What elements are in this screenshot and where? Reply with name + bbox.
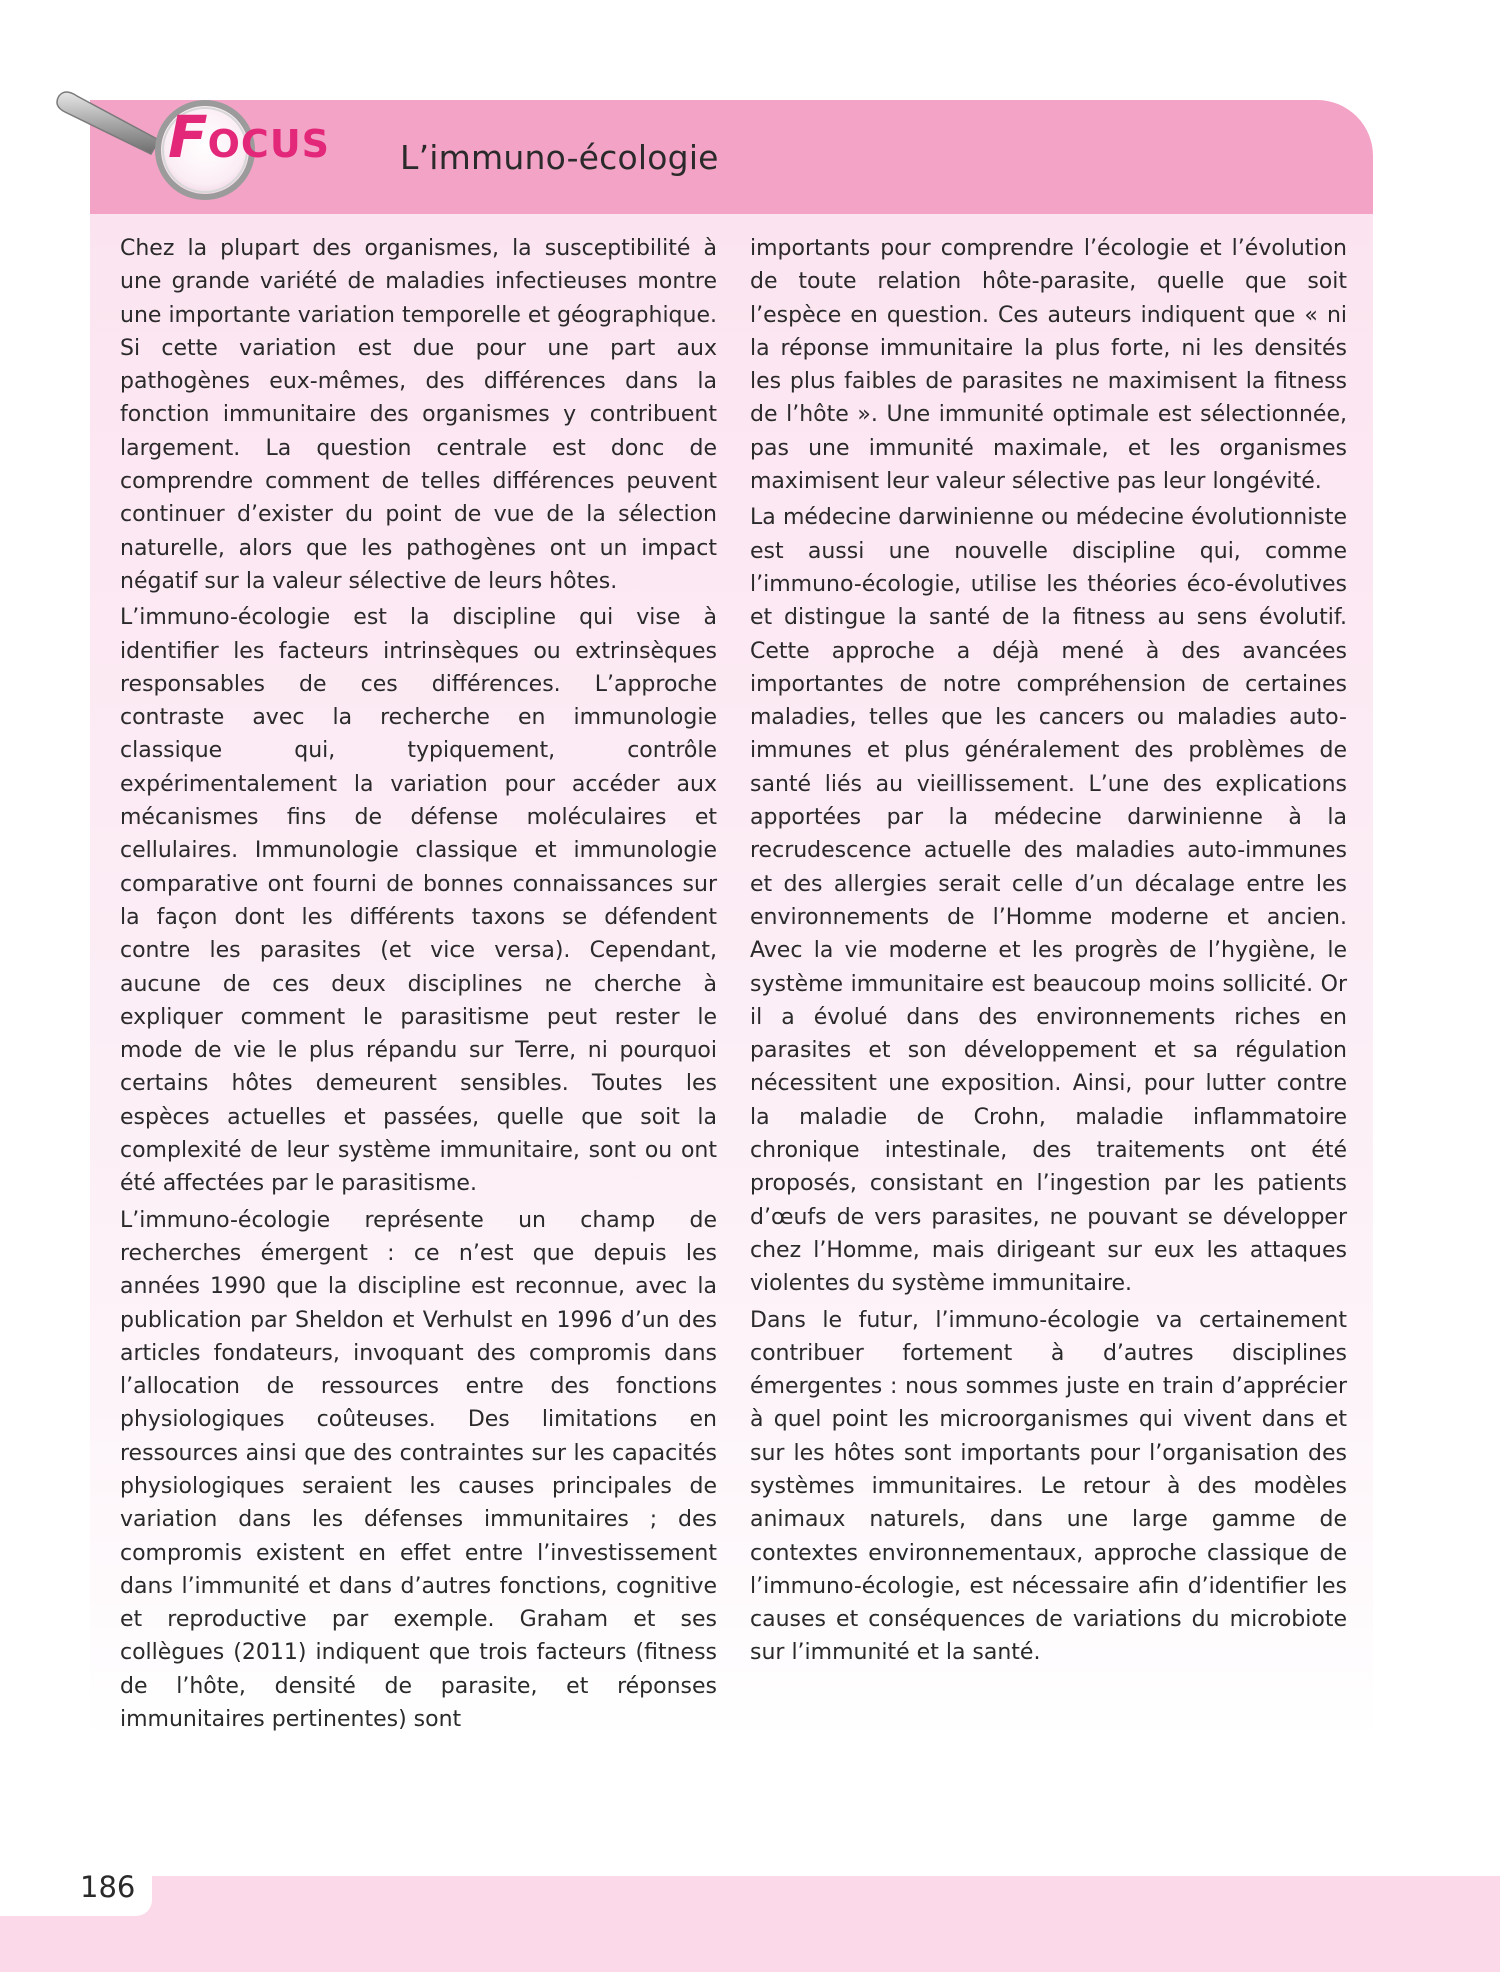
focus-label-initial: F bbox=[168, 103, 208, 171]
paragraph: L’immuno-écologie est la discipline qui vise à identifier les facteurs intrinsèques ou extrinsèques responsables de ces différences. L’approche contraste avec la recherche en immunologie classique qui, typiquement, contrôle expérimentalement la variation pour accéder aux mécanismes fins de défense moléculaires et cellulaires. Immunologie classique et immunologie comparative ont fourni de bonnes connaissances sur la façon dont les différents taxons se défendent contre les parasites (et vice versa). Cependant, aucune de ces deux disciplines ne cherche à expliquer comment le parasitisme peut rester le mode de vie le plus répandu sur Terre, ni pourquoi certains hôtes demeurent sensibles. Toutes les espèces actuelles et passées, quelle que soit la complexité de leur système immunitaire, sont ou ont été affectées par le parasitisme. bbox=[120, 605, 717, 1197]
footer-band bbox=[0, 1876, 1500, 1972]
paragraph: L’immuno-écologie représente un champ de recherches émergent : ce n’est que depuis les années 1990 que la discipline est reconnue, avec la publication par Sheldon et Verhulst en 1996 d’un des articles fondateurs, invoquant des compromis dans l’allocation de ressources entre des fonctions physiologiques coûteuses. Des limitations en ressources ainsi que des contraintes sur les capacités physiologiques seraient les causes principales de variation dans les défenses immunitaires ; des compromis existent en effet entre l’investissement dans l’immunité et dans d’autres fonctions, cognitive et reproductive par exemple. Graham et ses collègues (2011) indiquent que trois facteurs (fitness de l’hôte, densité de parasite, et réponses immunitaires pertinentes) sont bbox=[120, 1207, 717, 1733]
focus-label bbox=[168, 103, 331, 171]
right-column bbox=[750, 232, 1347, 1673]
paragraph: importants pour comprendre l’écologie et l’évolution de toute relation hôte-parasite, quelle que soit l’espèce en question. Ces auteurs indiquent que « ni la réponse immunitaire la plus forte, ni les densités les plus faibles de parasites ne maximisent la fitness de l’hôte ». Une immunité optimale est sélectionnée, pas une immunité maximale, et les organismes maximisent leur valeur sélective pas leur longévité. bbox=[750, 236, 1347, 495]
paragraph: Chez la plupart des organismes, la susceptibilité à une grande variété de maladies infectieuses montre une importante variation temporelle et géographique. Si cette variation est due pour une part aux pathogènes eux-mêmes, des différences dans la fonction immunitaire des organismes y contribuent largement. La question centrale est donc de comprendre comment de telles différences peuvent continuer d’exister du point de vue de la sélection naturelle, alors que les pathogènes ont un impact négatif sur la valeur sélective de leurs hôtes. bbox=[120, 236, 717, 594]
paragraph: La médecine darwinienne ou médecine évolutionniste est aussi une nouvelle discipline qui, comme l’immuno-écologie, utilise les théories éco-évolutives et distingue la santé de la fitness au sens évolutif. Cette approche a déjà mené à des avancées importantes de notre compréhension de certaines maladies, telles que les cancers ou maladies auto-immunes et plus généralement des problèmes de santé liés au vieillissement. L’une des explications apportées par la médecine darwinienne à la recrudescence actuelle des maladies auto-immunes et des allergies serait celle d’un décalage entre les environnements de l’Homme moderne et ancien. Avec la vie moderne et les progrès de l’hygiène, le système immunitaire est beaucoup moins sollicité. Or il a évolué dans des environnements riches en parasites et son développement et sa régulation nécessitent une exposition. Ainsi, pour lutter contre la maladie de Crohn, maladie inflammatoire chronique intestinale, des traitements ont été proposés, consistant en l’ingestion par les patients d’œufs de vers parasites, ne pouvant se développer chez l’Homme, mais dirigeant sur eux les attaques violentes du système immunitaire. bbox=[750, 505, 1347, 1297]
page-number: 186 bbox=[80, 1870, 136, 1904]
focus-title: L’immuno-écologie bbox=[400, 138, 719, 177]
paragraph: Dans le futur, l’immuno-écologie va certainement contribuer fortement à d’autres disciplines émergentes : nous sommes juste en train d’apprécier à quel point les microorganismes qui vivent dans et sur les hôtes sont importants pour l’organisation des systèmes immunitaires. Le retour à des modèles animaux naturels, dans une large gamme de contextes environnementaux, approche classique de l’immuno-écologie, est nécessaire afin d’identifier les causes et conséquences de variations du microbiote sur l’immunité et la santé. bbox=[750, 1307, 1347, 1666]
left-column bbox=[120, 232, 717, 1739]
focus-label-rest: OCUS bbox=[207, 122, 331, 166]
